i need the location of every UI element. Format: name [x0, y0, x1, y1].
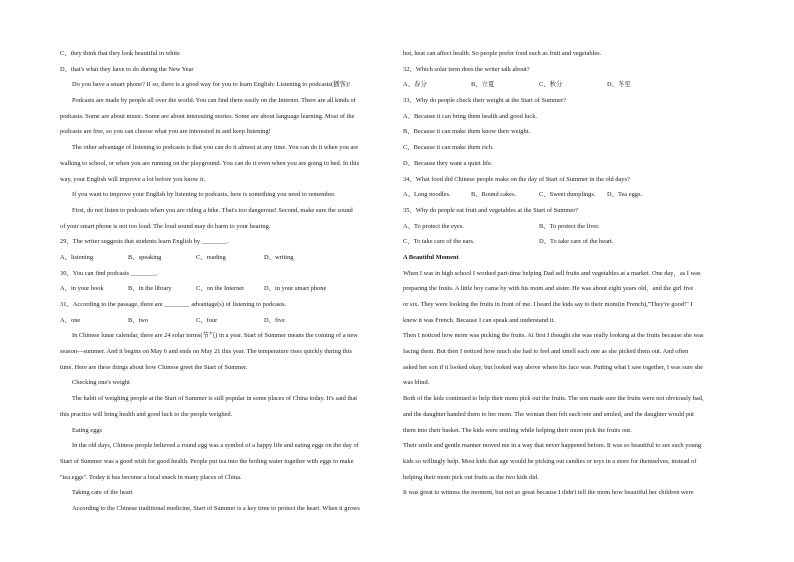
story-line: It was great to witness the moment, but not so great because I didn't tell the mom how beautiful her children were	[403, 489, 694, 497]
option: D、in your smart phone	[264, 285, 327, 293]
option: D、five	[264, 316, 285, 324]
option: C、four	[196, 316, 218, 324]
option: D、To take care of the heart.	[539, 238, 614, 246]
story-line: When I was in high school I worked part-time helping Dad sell fruits and vegetables at a market. One day，as I was	[403, 269, 701, 277]
story-line: was blind.	[403, 379, 430, 387]
option: D、Tea eggs.	[607, 191, 643, 199]
option: B、立夏	[471, 81, 495, 89]
question-30-options	[60, 281, 390, 297]
question-30-stem: 30、You can find podcasts ________.	[60, 269, 158, 277]
story-line: preparing the fruits. A little boy came by with his mom and sister. He was about eight years old，and the girl five	[403, 285, 694, 293]
paragraph-line: Start of Summer was a good wish for good health. People put tea into the boiling water together with eggs to make	[60, 457, 354, 465]
option: C、Because it can make them rich.	[403, 144, 494, 152]
story-line: them into their basket. The kids were smiling while helping their mom pick the fruits out.	[403, 426, 632, 434]
option: A、春分	[403, 81, 427, 89]
question-35-options-row1	[403, 219, 743, 235]
question-29-stem: 29、The writer suggests that students learn English by ________.	[60, 238, 229, 246]
paragraph-line: Do you have a smart phone? If so, there is a good way for you to learn English: Listening to podcasts(播客)!	[72, 81, 351, 89]
question-35-stem: 35、Why do people eat fruit and vegetables at the Start of Summer?	[403, 206, 579, 214]
story-line: knew it was French. Because I can speak and understand it.	[403, 316, 555, 324]
story-line: Both of the kids continued to help their mom pick out the fruits. The son made sure the fruits were not obviously bad,	[403, 395, 704, 403]
question-32-options	[403, 77, 743, 93]
question-32-stem: 32、Which solar term does the writer talk about?	[403, 65, 530, 73]
paragraph-line: podcasts are free, so you can choose what you are interested in and keep listening!	[60, 128, 271, 136]
question-34-options	[403, 187, 743, 203]
paragraph-line: this practice will bring health and good luck to the people weighed.	[60, 410, 233, 418]
left-column	[60, 46, 390, 517]
paragraph-line: "tea eggs". Today it has become a local snack in many places of China.	[60, 473, 242, 481]
question-31-stem: 31、According to the passage, there are ________ advantage(s) of listening to podcasts.	[60, 301, 287, 308]
option: C、Sweet dumplings.	[539, 191, 596, 199]
story-line: and the daughter handed them to her mom. The woman then felt each one and smiled, and the daughter would put	[403, 410, 694, 418]
story-line: Their smile and gentle manner moved me in a way that never happened before. It was so beautiful to see such young	[403, 442, 702, 450]
option: A、Because it can bring them health and good luck.	[403, 112, 537, 120]
paragraph-line: The habit of weighing people at the Start of Summer is still popular in some places of China today. It's said that	[72, 395, 358, 403]
section-subheading: Eating eggs	[72, 426, 102, 434]
option: C、秋分	[539, 81, 563, 89]
option: B、speaking	[128, 253, 162, 261]
paragraph-line: The other advantage of listening to podcasts is that you can do it almost at any time. You can do it when you are	[72, 144, 359, 152]
story-line: Then I noticed how mom was picking the fruits. At first I thought she was really looking at the fruits because she was	[403, 332, 704, 340]
option: A、Long noodles.	[403, 191, 451, 199]
story-line: facing them. But then I noticed how much she had to feel and smell each one as she picked them out. And often	[403, 348, 689, 356]
paragraph-line: In Chinese lunar calendar, there are 24 solar terms(节气) in a year. Start of Summer means the coming of a new	[72, 332, 358, 340]
option: D、Because they want a quiet life.	[403, 159, 493, 167]
option: A、one	[60, 316, 81, 324]
option: B、Round cakes.	[471, 191, 517, 199]
paragraph-line: way, your English will improve a lot before you know it.	[60, 175, 206, 183]
paragraph-line: time. Here are three things about how Chinese greet the Start of Summer.	[60, 363, 248, 371]
paragraph-line: First, do not listen to podcasts when you are riding a bike. That's too dangerous! Second, make sure the sound	[72, 206, 353, 214]
question-31-options	[60, 313, 390, 329]
right-column	[403, 46, 743, 501]
question-34-stem: 34、What food did Chinese people make on the day of Start of Summer in the old days?	[403, 175, 630, 183]
option: C、on the Internet	[196, 285, 244, 293]
paragraph-line: hot, heat can affect health. So people prefer food such as fruit and vegetables.	[403, 50, 602, 57]
option: C、To take care of the ears.	[403, 238, 475, 246]
option: B、To protect the liver.	[539, 222, 600, 230]
option: B、two	[128, 316, 149, 324]
paragraph-line: walking to school, or when you are running on the playground. You can do it even when you are going to bed. In this	[60, 159, 360, 167]
paragraph-line: season—summer. And it begins on May 6 and ends on May 21 this year. The temperature rises quickly during this	[60, 348, 352, 356]
paragraph-line: In the old days, Chinese people believed a round egg was a symbol of a happy life and eating eggs on the day of	[72, 442, 359, 450]
option: D、writing	[264, 253, 294, 261]
section-subheading: Taking care of the heart	[72, 489, 133, 497]
option: D、冬至	[607, 81, 631, 89]
option: A、listening	[60, 253, 94, 261]
paragraph-line: podcasts. Some are about music. Some are about interesting stories. Some are about language learning. Most of the	[60, 112, 355, 120]
option: A、To protect the eyes.	[403, 222, 464, 230]
story-line: asked her son if it looked okay, but looked way above where his face was. Putting what I saw together, I was sure she	[403, 363, 703, 371]
story-title: A Beautiful Moment	[403, 253, 459, 261]
story-line: or six. They were looking the fruits in front of me. I heard the kids say to their mom(in French),"They're good!" I	[403, 301, 693, 308]
option: C、reading	[196, 253, 226, 261]
paragraph-line: of your smart phone is not too loud. The loud sound may do harm to your hearing.	[60, 222, 271, 230]
story-line: kids so willingly help. Most kids that age would be picking out candies or toys in a store for themselves, instead of	[403, 457, 697, 465]
question-35-options-row2	[403, 234, 743, 250]
story-line: helping their mom pick out fruits as the two kids did.	[403, 473, 539, 481]
paragraph-line: Podcasts are made by people all over the world. You can find them easily on the Internet. There are all kinds of	[72, 97, 356, 105]
paragraph-line: If you want to improve your English by listening to podcasts, here is something you need to remember.	[72, 191, 336, 199]
question-33-stem: 33、Why do people check their weight at the Start of Summer?	[403, 97, 566, 105]
question-29-options	[60, 250, 390, 266]
option: B、Because it can make them know their weight.	[403, 128, 531, 136]
paragraph-line: According to the Chinese traditional medicine, Start of Summer is a key time to protect the heart. When it grows	[72, 504, 360, 512]
option: B、in the library	[128, 285, 172, 293]
section-subheading: Checking one's weight	[72, 379, 130, 387]
text-line: C、they think that they look beautiful in white	[60, 50, 180, 57]
text-line: D、that's what they have to do during the New Year	[60, 65, 194, 73]
option: A、in your book	[60, 285, 104, 293]
